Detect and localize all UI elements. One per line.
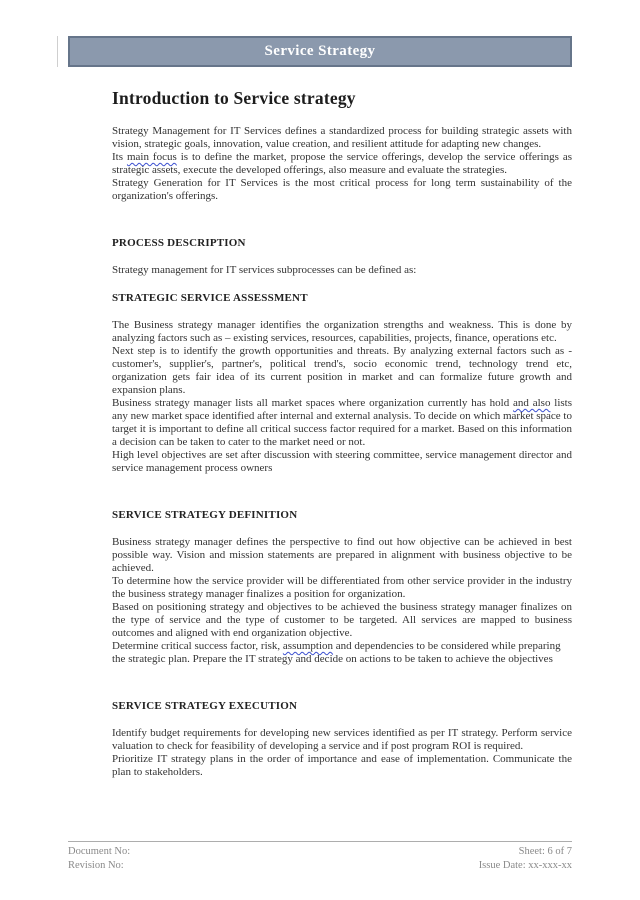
section-introduction-body — [112, 125, 572, 203]
paragraph — [112, 640, 572, 666]
text-run: is to define the market, propose the service offerings, develop the service offerings as strategic assets, execute the developed offerings, also measure and evaluate the strategies. — [112, 151, 573, 176]
header-cell-divider — [57, 36, 58, 67]
text-run: High level objectives are set after discussion with steering committee, service management director and service management process owners — [112, 449, 572, 474]
text-run: The Business strategy manager identifies the organization strengths and weakness. This is done by analyzing factors such as – existing services, resources, capabilities, projects, finance, operations etc. — [112, 319, 572, 344]
section-heading: STRATEGIC SERVICE ASSESSMENT — [112, 292, 308, 304]
paragraph — [112, 575, 572, 601]
footer-revision-no: Revision No: — [68, 860, 124, 871]
section-service-strategy-definition — [112, 509, 572, 666]
section-heading: PROCESS DESCRIPTION — [112, 237, 246, 249]
text-run: Identify budget requirements for developing new services identified as per IT strategy. Perform service valuation to check for feasibility of developing a service and if post program ROI is required. — [112, 727, 572, 752]
paragraph — [112, 264, 572, 277]
paragraph — [112, 753, 572, 779]
paragraph — [112, 536, 572, 575]
text-run: Based on positioning strategy and objectives to be achieved the business strategy manager finalizes on the type of service and the type of customer to be targeted. All services are mapped to business outcomes and aligned with end organization objective. — [112, 601, 572, 639]
section-heading: SERVICE STRATEGY DEFINITION — [112, 509, 298, 521]
page-footer — [68, 841, 572, 873]
spellcheck-flagged-text: assumption — [282, 640, 334, 652]
text-run: Business strategy manager lists all market spaces where organization currently has hold — [112, 397, 514, 409]
paragraph — [112, 125, 572, 151]
paragraph — [112, 449, 572, 475]
footer-left-block — [68, 845, 130, 873]
text-run: Determine critical success factor, risk, — [112, 640, 283, 652]
section-heading: SERVICE STRATEGY EXECUTION — [112, 700, 298, 712]
header-banner — [68, 36, 572, 67]
header-banner-title: Service Strategy — [264, 43, 376, 59]
footer-sheet: Sheet: 6 of 7 — [518, 846, 572, 857]
spellcheck-flagged-text: and also — [513, 397, 551, 409]
paragraph — [112, 601, 572, 640]
section-process-description — [112, 237, 572, 277]
text-run: Prioritize IT strategy plans in the order of importance and ease of implementation. Communicate the plan to stakeholders. — [112, 753, 572, 778]
paragraph — [112, 727, 572, 753]
paragraph — [112, 319, 572, 345]
paragraph — [112, 151, 572, 177]
document-sections — [112, 125, 572, 779]
document-content — [112, 80, 572, 779]
text-run: Business strategy manager defines the perspective to find out how objective can be achieved in best possible way. Vision and mission statements are prepared in alignment with business objective to be achieved. — [112, 536, 572, 574]
section-strategic-service-assessment — [112, 292, 572, 475]
footer-document-no: Document No: — [68, 846, 131, 857]
text-run: lists any new market space identified after internal and external analysis. To decide on which market space to target it is important to define all critical success factor required for a market. Based on this information a decision can be taken to cater to the market need or not. — [112, 397, 573, 448]
spellcheck-flagged-text: main focus — [126, 151, 177, 163]
footer-right-block — [479, 845, 572, 873]
text-run: Strategy Generation for IT Services is the most critical process for long term sustainability of the organization's offerings. — [112, 177, 572, 202]
paragraph — [112, 345, 572, 397]
text-run: and dependencies to be considered while preparing the strategic plan. Prepare the IT strategy and decide on actions to be taken to achieve the objectives — [112, 640, 561, 665]
paragraph — [112, 177, 572, 203]
text-run: Strategy management for IT services subprocesses can be defined as: — [112, 264, 417, 276]
footer-issue-date: Issue Date: xx-xxx-xx — [478, 860, 572, 871]
page-title: Introduction to Service strategy — [112, 88, 356, 108]
text-run: Next step is to identify the growth opportunities and threats. By analyzing external factors such as - customer's, supplier's, partner's, political trend's, socio economic trend, technology trend etc, organization gets fair idea of its current position in market and can formalize future growth and expansion plans. — [112, 345, 572, 396]
text-run: To determine how the service provider will be differentiated from other service provider in the industry the business strategy manager finalizes a position for organization. — [112, 575, 572, 600]
section-service-strategy-execution — [112, 700, 572, 779]
paragraph — [112, 397, 572, 449]
text-run: Its — [112, 151, 127, 163]
text-run: Strategy Management for IT Services defines a standardized process for building strategic assets with vision, strategic goals, innovation, value creation, and resilient attitude for adapting new changes. — [112, 125, 572, 150]
